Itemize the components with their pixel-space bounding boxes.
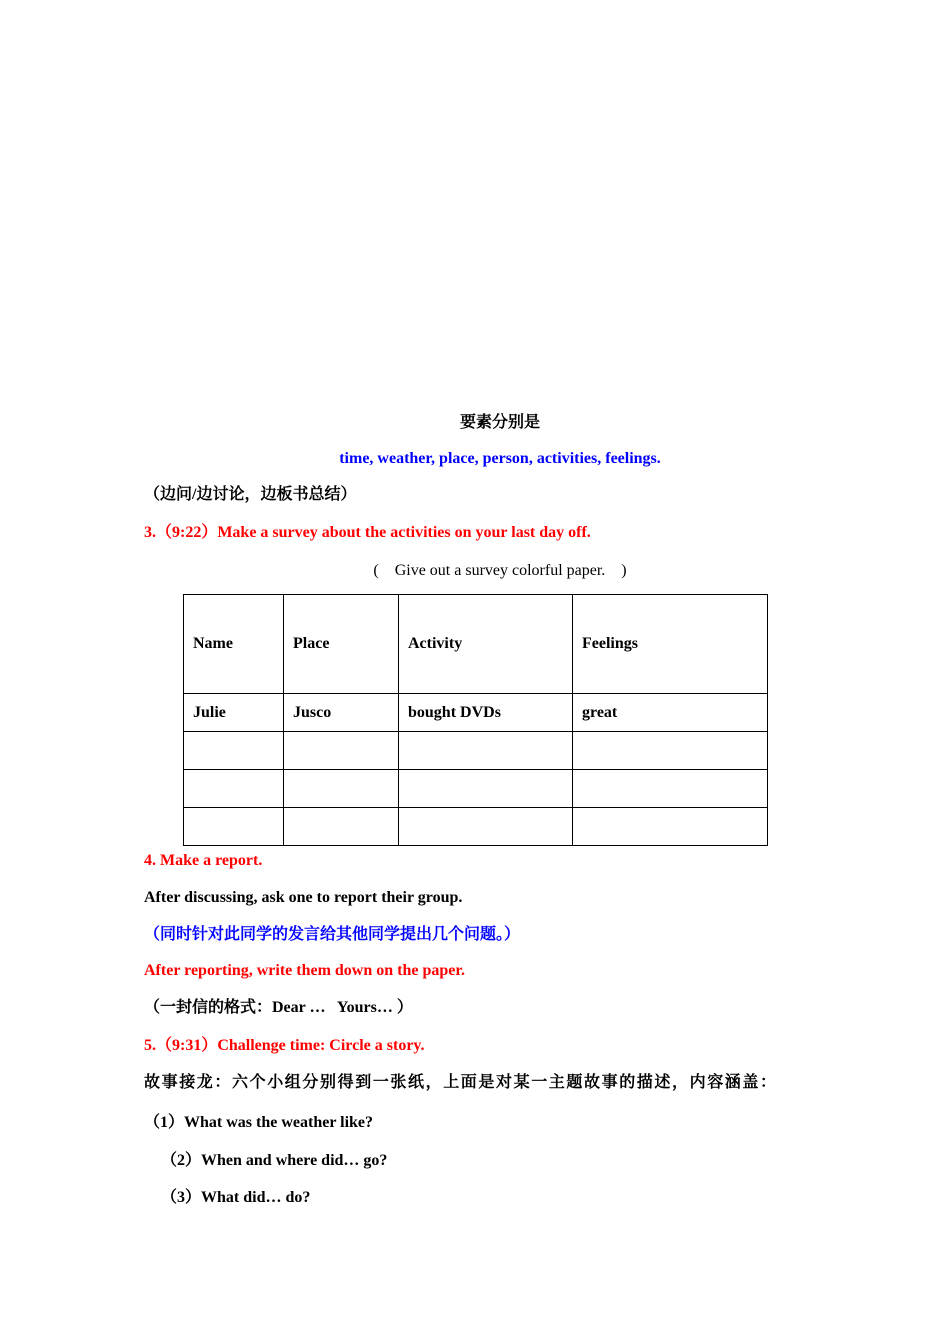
survey-header-row [184,595,768,694]
cell-activity [399,770,573,808]
step4-instruction: After discussing, ask one to report their group. [144,889,463,906]
step4-title: 4. Make a report. [144,852,263,869]
step3-title: 3.（9:22）Make a survey about the activities on your last day off. [144,524,591,541]
table-row [184,770,768,808]
elements-list: time, weather, place, person, activities, feelings. [339,450,661,467]
cell-name: Julie [184,694,284,732]
step4-question-note: （同时针对此同学的发言给其他同学提出几个问题。） [144,926,521,943]
step3-note: ( Give out a survey colorful paper. ) [373,562,627,579]
elements-heading: 要素分别是 [459,414,540,431]
cell-name [184,770,284,808]
header-feelings: Feelings [573,595,768,694]
survey-table [183,594,768,846]
step5-title: 5.（9:31）Challenge time: Circle a story. [144,1037,425,1054]
cell-feelings [573,770,768,808]
cell-place [284,770,399,808]
cell-place [284,808,399,846]
question-1: （1）What was the weather like? [144,1114,374,1131]
header-activity: Activity [399,595,573,694]
cell-activity [399,732,573,770]
header-place: Place [284,595,399,694]
table-row [184,808,768,846]
cell-name [184,808,284,846]
question-3: （3）What did… do? [161,1189,311,1206]
cell-place [284,732,399,770]
cell-feelings: great [573,694,768,732]
letter-format-note: （一封信的格式：Dear … Yours… ） [144,999,413,1016]
cell-activity: bought DVDs [399,694,573,732]
step5-description: 故事接龙：六个小组分别得到一张纸，上面是对某一主题故事的描述，内容涵盖： [144,1074,778,1091]
table-row [184,732,768,770]
header-name: Name [184,595,284,694]
cell-feelings [573,732,768,770]
step4-write-note: After reporting, write them down on the paper. [144,962,466,979]
cell-activity [399,808,573,846]
method-note: （边问/边讨论，边板书总结） [144,486,357,503]
cell-feelings [573,808,768,846]
question-2: （2）When and where did… go? [161,1152,388,1169]
cell-name [184,732,284,770]
table-row [184,694,768,732]
cell-place: Jusco [284,694,399,732]
